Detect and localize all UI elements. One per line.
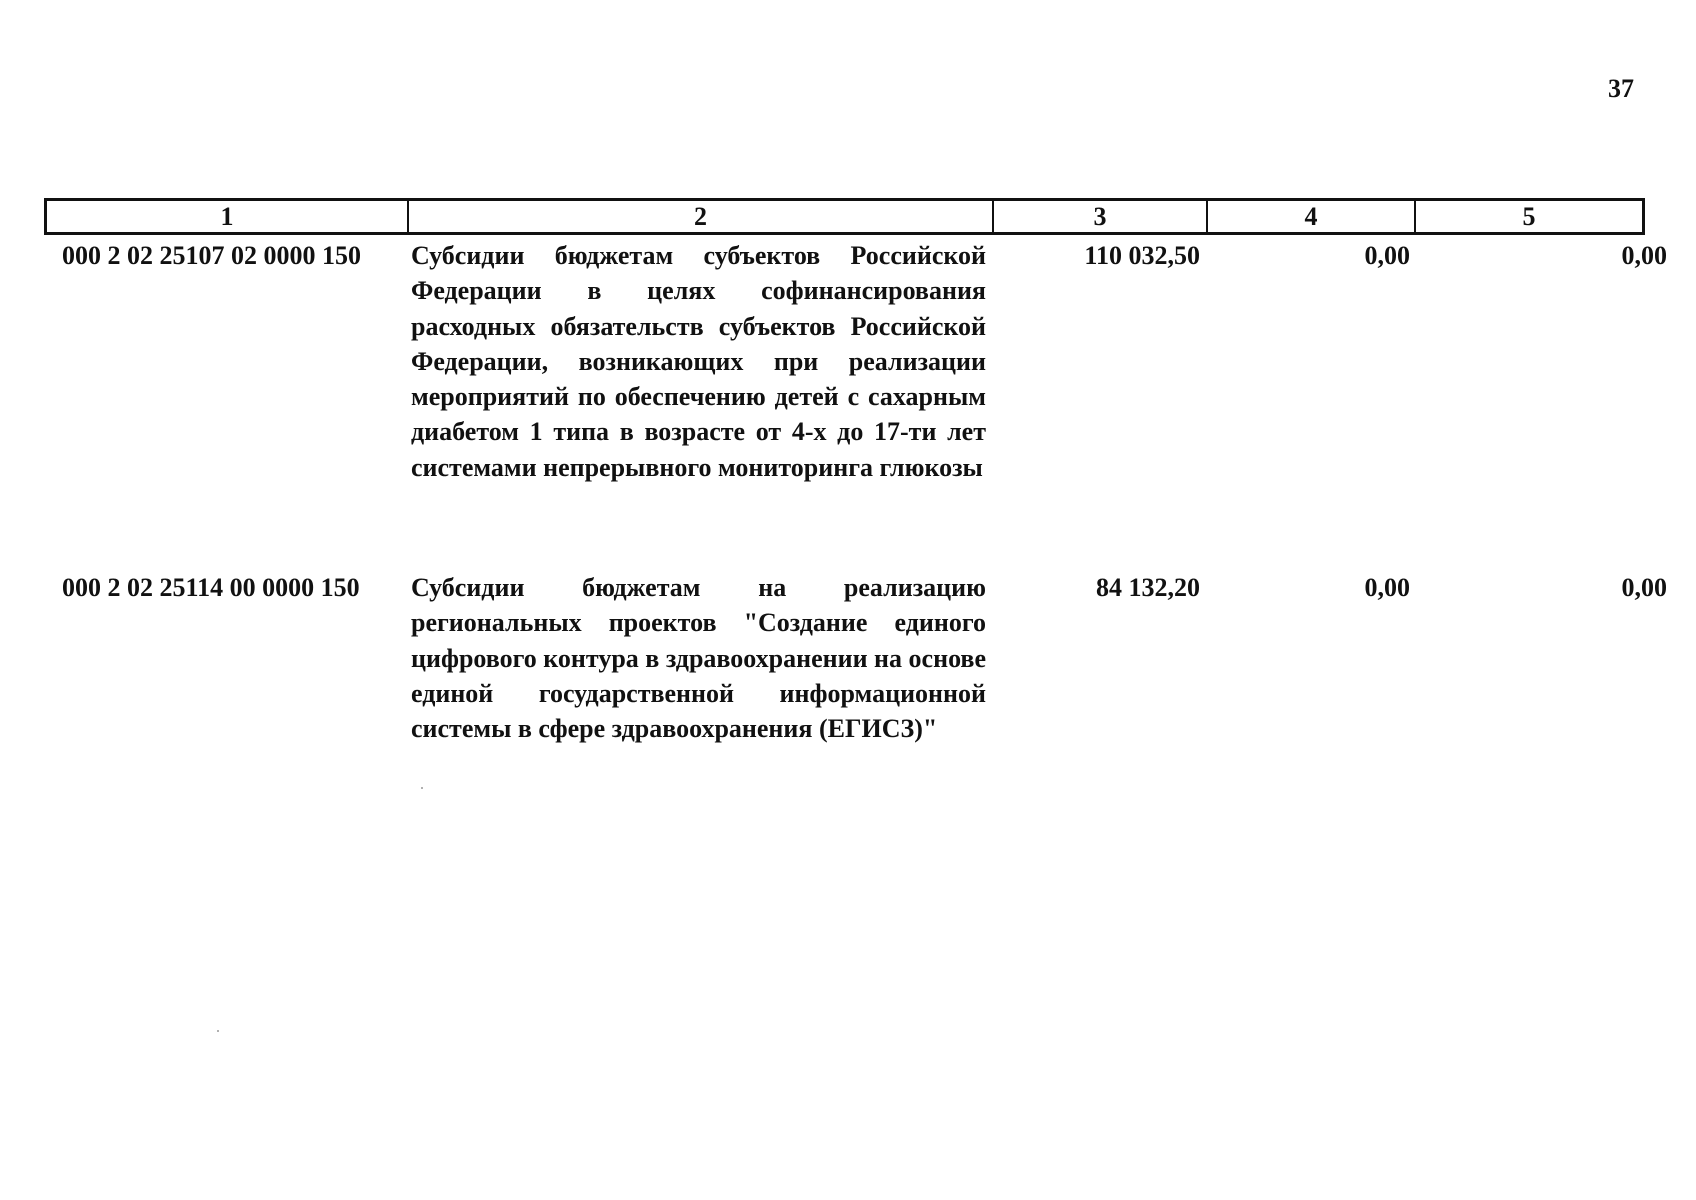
header-col-1: 1 [47,201,409,232]
amount-col-5: 0,00 [1621,573,1667,602]
budget-code: 000 2 02 25107 02 0000 150 [62,241,361,270]
table-header-row [44,198,1645,235]
page-number: 37 [1608,74,1634,103]
scan-speck [217,1030,219,1032]
amount-col-5: 0,00 [1621,241,1667,270]
amount-col-4: 0,00 [1364,241,1410,270]
budget-code: 000 2 02 25114 00 0000 150 [62,573,360,602]
amount-col-4: 0,00 [1364,573,1410,602]
amount-col-3: 84 132,20 [1096,573,1200,602]
header-col-5: 5 [1522,202,1536,231]
row-description: Субсидии бюджетам на реализацию региональных проектов "Создание единого цифрового контура в здравоохранении на основе единой государственной информационной системы в сфере здравоохранения (ЕГИСЗ)" [411,573,986,744]
scan-speck [421,787,423,789]
header-col-4: 4 [1208,201,1416,232]
amount-col-3: 110 032,50 [1084,241,1200,270]
header-col-2: 2 [409,201,994,232]
header-col-3: 3 [994,201,1208,232]
row-description: Субсидии бюджетам субъектов Российской Федерации в целях софинансирования расходных обязательств субъектов Российской Федерации, возникающих при реализации мероприятий по обеспечению детей с сахарным диабетом 1 типа в возрасте от 4-х до 17-ти лет системами непрерывного мониторинга глюкозы [411,241,986,482]
